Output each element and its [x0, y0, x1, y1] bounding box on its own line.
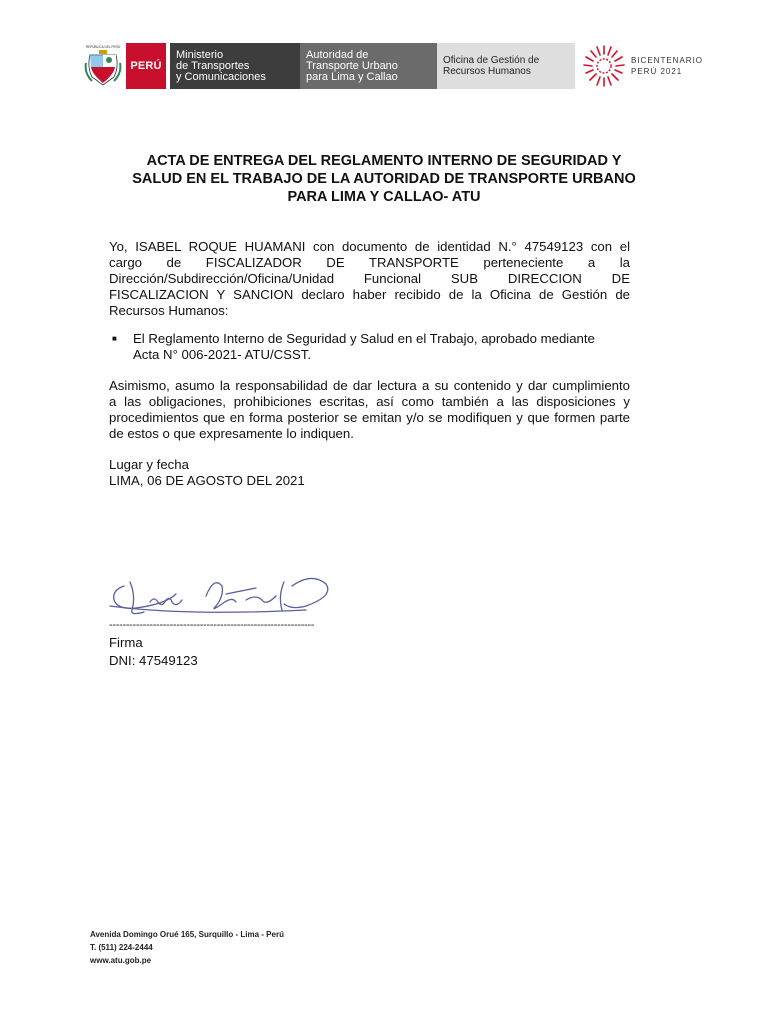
shield-caption: REPÚBLICA DEL PERÚ — [85, 45, 121, 49]
oficina-box — [437, 43, 575, 89]
paragraph-line: Recursos Humanos: — [109, 303, 229, 318]
ministerio-box — [170, 43, 300, 89]
title-line: ACTA DE ENTREGA DEL REGLAMENTO INTERNO DE SEGURIDAD Y — [146, 153, 622, 169]
paragraph-line: Asimismo, asumo la responsabilidad de dar lectura a su contenido y dar cumplimiento — [109, 378, 630, 393]
bullet-text — [133, 331, 653, 363]
commitment-paragraph — [109, 378, 630, 442]
atu-line: Autoridad de — [306, 48, 369, 61]
document-title — [100, 152, 668, 206]
signature-label: Firma — [109, 635, 143, 650]
paragraph-line: Yo, ISABEL ROQUE HUAMANI con documento de identidad N.° 47549123 con el — [109, 239, 630, 254]
signer-dni: DNI: 47549123 — [109, 653, 198, 668]
place-value: LIMA, 06 DE AGOSTO DEL 2021 — [109, 473, 305, 488]
paragraph-line: procedimientos que en forma posterior se emitan y/o se modifiquen y que formen parte — [109, 410, 630, 425]
atu-box — [300, 43, 437, 89]
paragraph-line: de estos o que expresamente lo indiquen. — [109, 426, 354, 441]
bicentenario-logo — [581, 43, 703, 89]
bicentenario-icon — [581, 43, 627, 89]
signature-line: ------------------------------------------------------------- — [109, 619, 315, 631]
place-label: Lugar y fecha — [109, 457, 189, 472]
peru-label — [126, 43, 166, 89]
handwritten-signature — [106, 566, 342, 622]
paragraph-line: a las obligaciones, prohibiciones escritas, así como también a las disposiciones y — [109, 394, 630, 409]
paragraph-line: Dirección/Subdirección/Oficina/Unidad Funcional SUB DIRECCION DE — [109, 271, 630, 286]
atu-line: para Lima y Callao — [306, 70, 398, 83]
ministerio-line: de Transportes — [176, 59, 250, 72]
title-line: PARA LIMA Y CALLAO- ATU — [287, 189, 481, 205]
ministerio-line: y Comunicaciones — [176, 70, 266, 83]
atu-line: Transporte Urbano — [306, 59, 398, 72]
signature-block — [109, 634, 198, 670]
footer-website: www.atu.gob.pe — [90, 956, 152, 965]
bullet-square-icon: ■ — [112, 334, 117, 343]
bullet-line: El Reglamento Interno de Seguridad y Salud en el Trabajo, aprobado mediante — [133, 331, 595, 346]
oficina-line: Recursos Humanos — [443, 66, 531, 77]
paragraph-line: cargo de FISCALIZADOR DE TRANSPORTE perteneciente a la — [109, 255, 630, 270]
bullet-line: Acta N° 006-2021- ATU/CSST. — [133, 347, 312, 362]
declaration-paragraph — [109, 239, 630, 319]
place-and-date — [109, 457, 305, 489]
paragraph-line: FISCALIZACION Y SANCION declaro haber recibido de la Oficina de Gestión de — [109, 287, 630, 302]
footer-address: Avenida Domingo Orué 165, Surquillo - Lima - Perú — [90, 930, 284, 939]
footer-phone: T. (511) 224-2444 — [90, 943, 153, 952]
footer-contact — [90, 928, 284, 967]
bicentenario-line: BICENTENARIO — [631, 56, 704, 65]
peru-text: PERÚ — [130, 60, 162, 72]
letterhead — [84, 43, 703, 89]
bicentenario-text — [631, 55, 703, 77]
coat-of-arms-icon — [84, 43, 122, 89]
title-line: SALUD EN EL TRABAJO DE LA AUTORIDAD DE TRANSPORTE URBANO — [132, 171, 636, 187]
bicentenario-line: PERÚ 2021 — [631, 67, 683, 76]
oficina-line: Oficina de Gestión de — [443, 55, 540, 66]
ministerio-line: Ministerio — [176, 48, 224, 61]
